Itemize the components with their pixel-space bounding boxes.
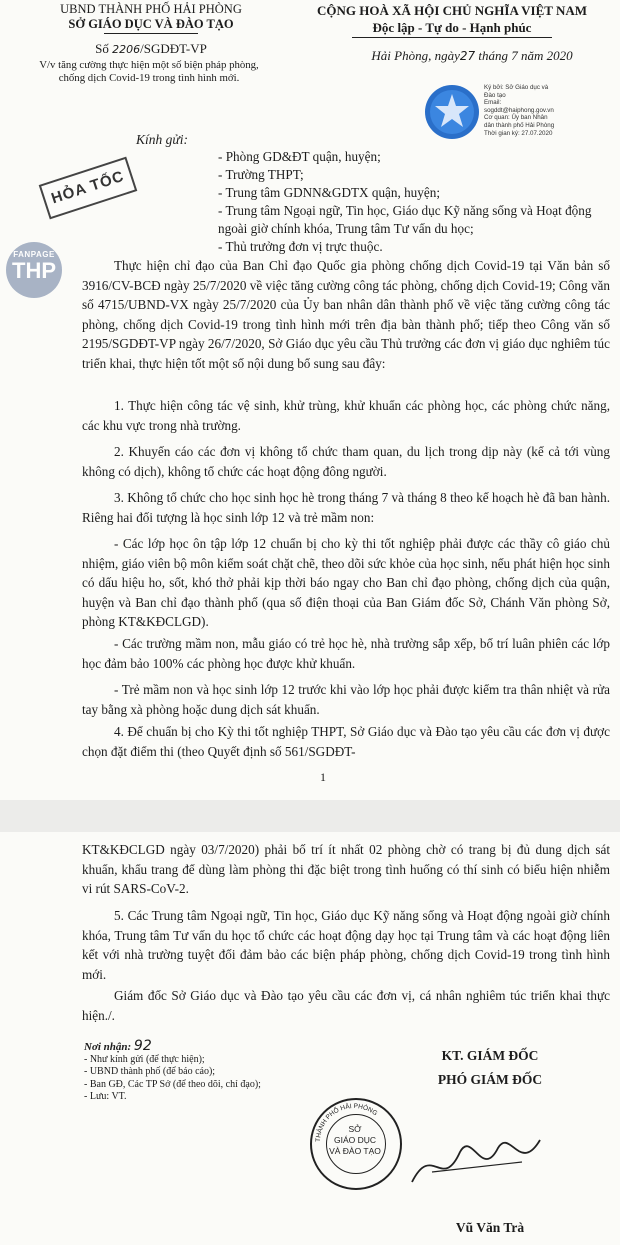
nation-name: CỘNG HOÀ XÃ HỘI CHỦ NGHĨA VIỆT NAM bbox=[316, 3, 588, 18]
fanpage-label: FANPAGE bbox=[13, 250, 55, 259]
nation-motto: Độc lập - Tự do - Hạnh phúc bbox=[372, 20, 532, 35]
distribution-item: - Như kính gửi (để thực hiện); bbox=[84, 1053, 205, 1065]
sig-line: dân thành phố Hải Phòng bbox=[484, 121, 555, 129]
distribution-handwritten-count: 92 bbox=[133, 1038, 152, 1054]
item-3b: - Các trường mầm non, mẫu giáo có trẻ học hè, nhà trường sắp xếp, bố trí luân phiên các lớp học đảm bảo 100% các phòng học được khử khuẩn. bbox=[82, 636, 610, 671]
seal-text bbox=[322, 1124, 388, 1157]
item-3: 3. Không tổ chức cho học sinh học hè trong tháng 7 và tháng 8 theo kế hoạch hè đã ban hành. Riêng hai đối tượng là học sinh lớp 12 và trẻ mầm non: bbox=[82, 490, 610, 525]
doc-no-prefix: Số bbox=[95, 41, 109, 56]
org-parent: UBND THÀNH PHỐ HẢI PHÒNG bbox=[60, 2, 242, 16]
distribution-item: - UBND thành phố (để báo cáo); bbox=[84, 1066, 216, 1077]
recipient-item: - Trung tâm Ngoại ngữ, Tin học, Giáo dục Kỹ năng sống và Hoạt động ngoài giờ chính khóa, Trung tâm Tư vấn du học; bbox=[218, 203, 592, 236]
item-3a: - Các lớp học ôn tập lớp 12 chuẩn bị cho kỳ thi tốt nghiệp phải được các thầy cô giáo chủ nhiệm, giáo viên bộ môn kiểm soát chặt chẽ, theo dõi sức khỏe của học sinh, nếu phát hiện học sinh có dấu hiệu ho, sốt, khó thở phải kịp thời báo ngay cho Ban chỉ đạo phòng, chống dịch của quận, huyện và Ban chỉ đạo thành phố (qua số điện thoại của Ban Giám đốc Sở, Chánh Văn phòng Sở, phòng KT&KĐCLGD). bbox=[82, 536, 610, 630]
sig-line: sogddt@haiphong.gov.vn bbox=[484, 106, 554, 114]
page-number: 1 bbox=[320, 770, 326, 784]
official-seal bbox=[310, 1098, 402, 1190]
distribution-label-row bbox=[84, 1040, 334, 1054]
sig-line: Thời gian ký: 27.07.2020 bbox=[484, 129, 553, 137]
recipients-list bbox=[218, 148, 608, 256]
page-gap bbox=[0, 800, 620, 832]
motto-underline bbox=[352, 37, 552, 38]
sign-title-1: KT. GIÁM ĐỐC bbox=[441, 1048, 539, 1063]
recipients-label: Kính gửi: bbox=[136, 132, 188, 147]
date-rest: tháng 7 năm 2020 bbox=[478, 48, 573, 63]
doc-no-suffix: /SGDĐT-VP bbox=[140, 41, 207, 56]
handwritten-signature bbox=[402, 1122, 552, 1202]
doc-no-handwritten: 2206 bbox=[112, 43, 141, 56]
sig-line: Đào tạo bbox=[484, 91, 506, 99]
item-4-continued: KT&KĐCLGD ngày 03/7/2020) phải bố trí ít nhất 02 phòng chờ có trang bị đủ dung dịch sát khuẩn, khẩu trang để dùng làm phòng thi đặc biệt trong tình huống có thí sinh có biểu hiện nhiễm vi rút SARS-CoV-2. bbox=[82, 842, 610, 897]
org-underline bbox=[104, 33, 198, 34]
recipient-item: - Thủ trưởng đơn vị trực thuộc. bbox=[218, 239, 383, 254]
signature-titles bbox=[390, 1044, 590, 1092]
distribution-item: - Ban GĐ, Các TP Sở (để theo dõi, chỉ đạo); bbox=[84, 1078, 261, 1090]
signer-name: Vũ Văn Trà bbox=[455, 1220, 525, 1235]
item-1: 1. Thực hiện công tác vệ sinh, khử trùng, khử khuẩn các phòng học, các phòng chức năng, các khu vực trong nhà trường. bbox=[82, 398, 610, 433]
distribution-list bbox=[84, 1040, 334, 1104]
item-4: 4. Để chuẩn bị cho Kỳ thi tốt nghiệp THPT, Sở Giáo dục và Đào tạo yêu cầu các đơn vị được chọn đặt điểm thi (theo Quyết định số 561/SGDĐT- bbox=[82, 724, 610, 759]
sig-line: Ký bởi: Sở Giáo dục và bbox=[484, 84, 549, 91]
date-line bbox=[296, 47, 608, 65]
sign-title-2: PHÓ GIÁM ĐỐC bbox=[437, 1072, 543, 1087]
urgent-stamp: HỎA TỐC bbox=[39, 157, 138, 220]
item-5: 5. Các Trung tâm Ngoại ngữ, Tin học, Giáo dục Kỹ năng sống và Hoạt động ngoài giờ chính khóa, Trung tâm Tư vấn du học tổ chức các hoạt động dạy học tại Trung tâm và các hoạt động liên kết với nhà trường tuyệt đối đảm bảo các biện pháp phòng, chống dịch Covid-19 trong tình hình mới. bbox=[82, 908, 610, 982]
national-emblem-icon bbox=[424, 84, 480, 140]
closing-paragraph: Giám đốc Sở Giáo dục và Đào tạo yêu cầu các đơn vị, cá nhân nghiêm túc triển khai thực hiện./. bbox=[82, 988, 610, 1023]
document-subject: V/v tăng cường thực hiện một số biện pháp phòng, chống dịch Covid-19 trong tình hình mới. bbox=[39, 59, 259, 84]
sig-line: Cơ quan: Ủy ban Nhân bbox=[484, 114, 548, 122]
seal-ring-text: THÀNH PHỐ HẢI PHÒNG bbox=[314, 1102, 379, 1143]
sig-line: Email: bbox=[484, 99, 502, 107]
recipient-item: - Phòng GD&ĐT quận, huyện; bbox=[218, 149, 381, 164]
seal-line-2: GIÁO DỤC bbox=[333, 1135, 377, 1145]
document-number bbox=[22, 41, 280, 57]
digital-signature-block bbox=[424, 84, 618, 144]
digital-signature-text bbox=[484, 84, 618, 137]
seal-line-1: SỞ bbox=[348, 1124, 362, 1134]
fanpage-watermark bbox=[6, 242, 62, 298]
recipient-item: - Trung tâm GDNN&GDTX quận, huyện; bbox=[218, 185, 440, 200]
date-day-handwritten: 27 bbox=[459, 49, 476, 63]
distribution-item: - Lưu: VT. bbox=[84, 1091, 127, 1102]
org-header bbox=[22, 2, 280, 85]
seal-line-3: VÀ ĐÀO TẠO bbox=[329, 1146, 381, 1156]
date-place: Hải Phòng, ngày bbox=[371, 48, 460, 63]
distribution-label: Nơi nhận: bbox=[84, 1041, 132, 1053]
org-name: SỞ GIÁO DỤC VÀ ĐÀO TẠO bbox=[68, 17, 234, 31]
item-2: 2. Khuyến cáo các đơn vị không tổ chức tham quan, du lịch trong dịp này (kể cả tới vùng không có dịch), không tổ chức các hoạt động đông người. bbox=[82, 444, 610, 479]
item-3c: - Trẻ mầm non và học sinh lớp 12 trước khi vào lớp học phải được kiểm tra thân nhiệt và rửa tay bằng xà phòng hoặc dung dịch sát khuẩn. bbox=[82, 682, 610, 717]
intro-paragraph: Thực hiện chỉ đạo của Ban Chỉ đạo Quốc gia phòng chống dịch Covid-19 tại Văn bản số 3916/CV-BCĐ ngày 25/7/2020 về việc tăng cường công tác phòng, chống dịch Covid-19; Công văn số 4715/UBND-VX ngày 25/7/2020 của Ủy ban nhân dân thành phố về việc tăng cường công tác phòng, chống dịch Covid-19 trong tình hình mới trên địa bàn thành phố; tiếp theo Công văn số 2195/SGDĐT-VP ngày 26/7/2020, Sở Giáo dục yêu cầu Thủ trưởng các đơn vị giáo dục nghiêm túc triển khai, thực hiện tốt một số nội dung bổ sung sau đây: bbox=[82, 258, 610, 371]
fanpage-brand: THP bbox=[12, 258, 56, 283]
recipient-item: - Trường THPT; bbox=[218, 167, 304, 182]
nation-header bbox=[296, 2, 608, 65]
